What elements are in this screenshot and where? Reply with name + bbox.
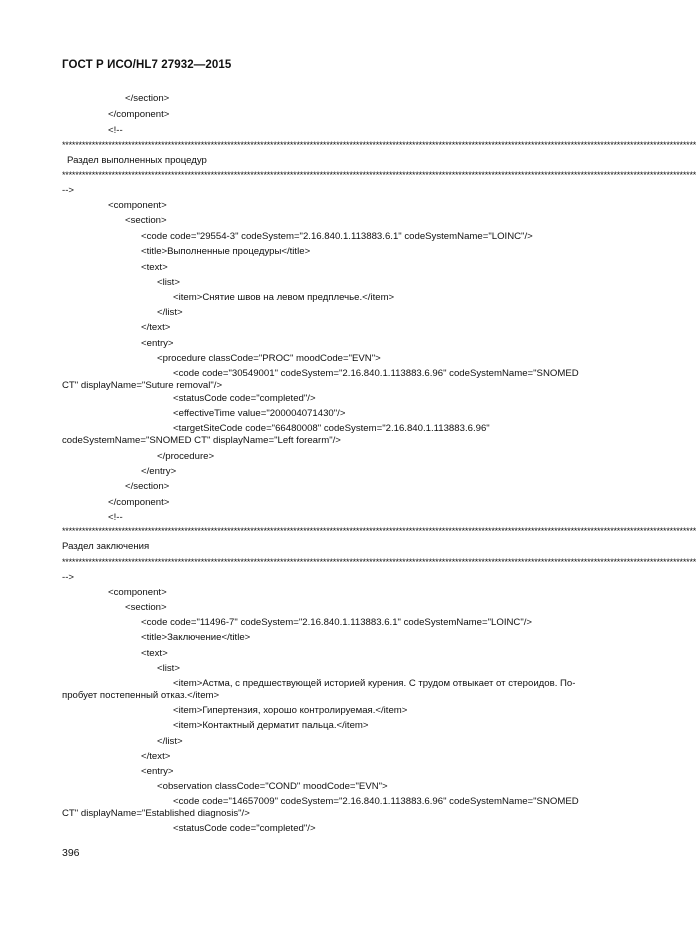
code-line: <section> [125,602,167,613]
code-line: <entry> [141,338,174,349]
code-line: <text> [141,262,168,273]
code-line: </procedure> [157,451,215,462]
code-line: <list> [157,277,180,288]
code-line: <title>Выполненные процедуры</title> [141,246,311,257]
code-line: </component> [108,497,170,508]
code-line: <list> [157,663,180,674]
section-heading: Раздел выполненных процедур [67,155,207,166]
code-line: <item>Астма, с предшествующей историей курения. С трудом отвыкает от стероидов. По- [173,678,576,689]
code-line: <item>Контактный дерматит пальца.</item> [173,720,369,731]
code-line: codeSystemName="SNOMED CT" displayName="Left forearm"/> [62,435,341,446]
code-line: <item>Снятие швов на левом предплечье.</item> [173,292,395,303]
section-heading: Раздел заключения [62,541,150,552]
code-line: </text> [141,322,171,333]
code-line: <statusCode code="completed"/> [173,393,316,404]
code-line: <!-- [108,512,123,523]
code-line: <component> [108,587,167,598]
code-line: <title>Заключение</title> [141,632,251,643]
separator-line: ************************************************************************************************************************************************************************************************ [62,140,696,150]
code-line: <entry> [141,766,174,777]
code-line: </list> [157,736,183,747]
code-line: <code code="14657009" codeSystem="2.16.840.1.113883.6.96" codeSystemName="SNOMED [173,796,579,807]
code-line: </entry> [141,466,177,477]
code-line: <statusCode code="completed"/> [173,823,316,834]
code-line: <!-- [108,125,123,136]
code-line: <section> [125,215,167,226]
document-title: ГОСТ Р ИСО/HL7 27932—2015 [62,59,232,71]
code-line: </list> [157,307,183,318]
code-line: <targetSiteCode code="66480008" codeSystem="2.16.840.1.113883.6.96" [173,423,490,434]
code-line: CT" displayName="Established diagnosis"/> [62,808,250,819]
page-number: 396 [62,847,80,859]
code-line: </section> [125,93,170,104]
code-line: <code code="29554-3" codeSystem="2.16.840.1.113883.6.1" codeSystemName="LOINC"/> [141,231,533,242]
code-line: <effectiveTime value="200004071430"/> [173,408,346,419]
code-line: <item>Гипертензия, хорошо контролируемая.</item> [173,705,408,716]
code-line: <component> [108,200,167,211]
separator-line: ************************************************************************************************************************************************************************************************ [62,557,696,567]
code-line: <procedure classCode="PROC" moodCode="EVN"> [157,353,381,364]
code-line: <code code="30549001" codeSystem="2.16.840.1.113883.6.96" codeSystemName="SNOMED [173,368,579,379]
code-line: <observation classCode="COND" moodCode="EVN"> [157,781,388,792]
code-line: <text> [141,648,168,659]
separator-line: ************************************************************************************************************************************************************************************************ [62,526,696,536]
code-line: </section> [125,481,170,492]
code-line: </component> [108,109,170,120]
code-line: CT" displayName="Suture removal"/> [62,380,223,391]
code-line: </text> [141,751,171,762]
separator-line: ************************************************************************************************************************************************************************************************ [62,170,696,180]
code-line: --> [62,185,74,196]
code-line: пробует постепенный отказ.</item> [62,690,220,701]
code-line: <code code="11496-7" codeSystem="2.16.840.1.113883.6.1" codeSystemName="LOINC"/> [141,617,533,628]
code-line: --> [62,572,74,583]
